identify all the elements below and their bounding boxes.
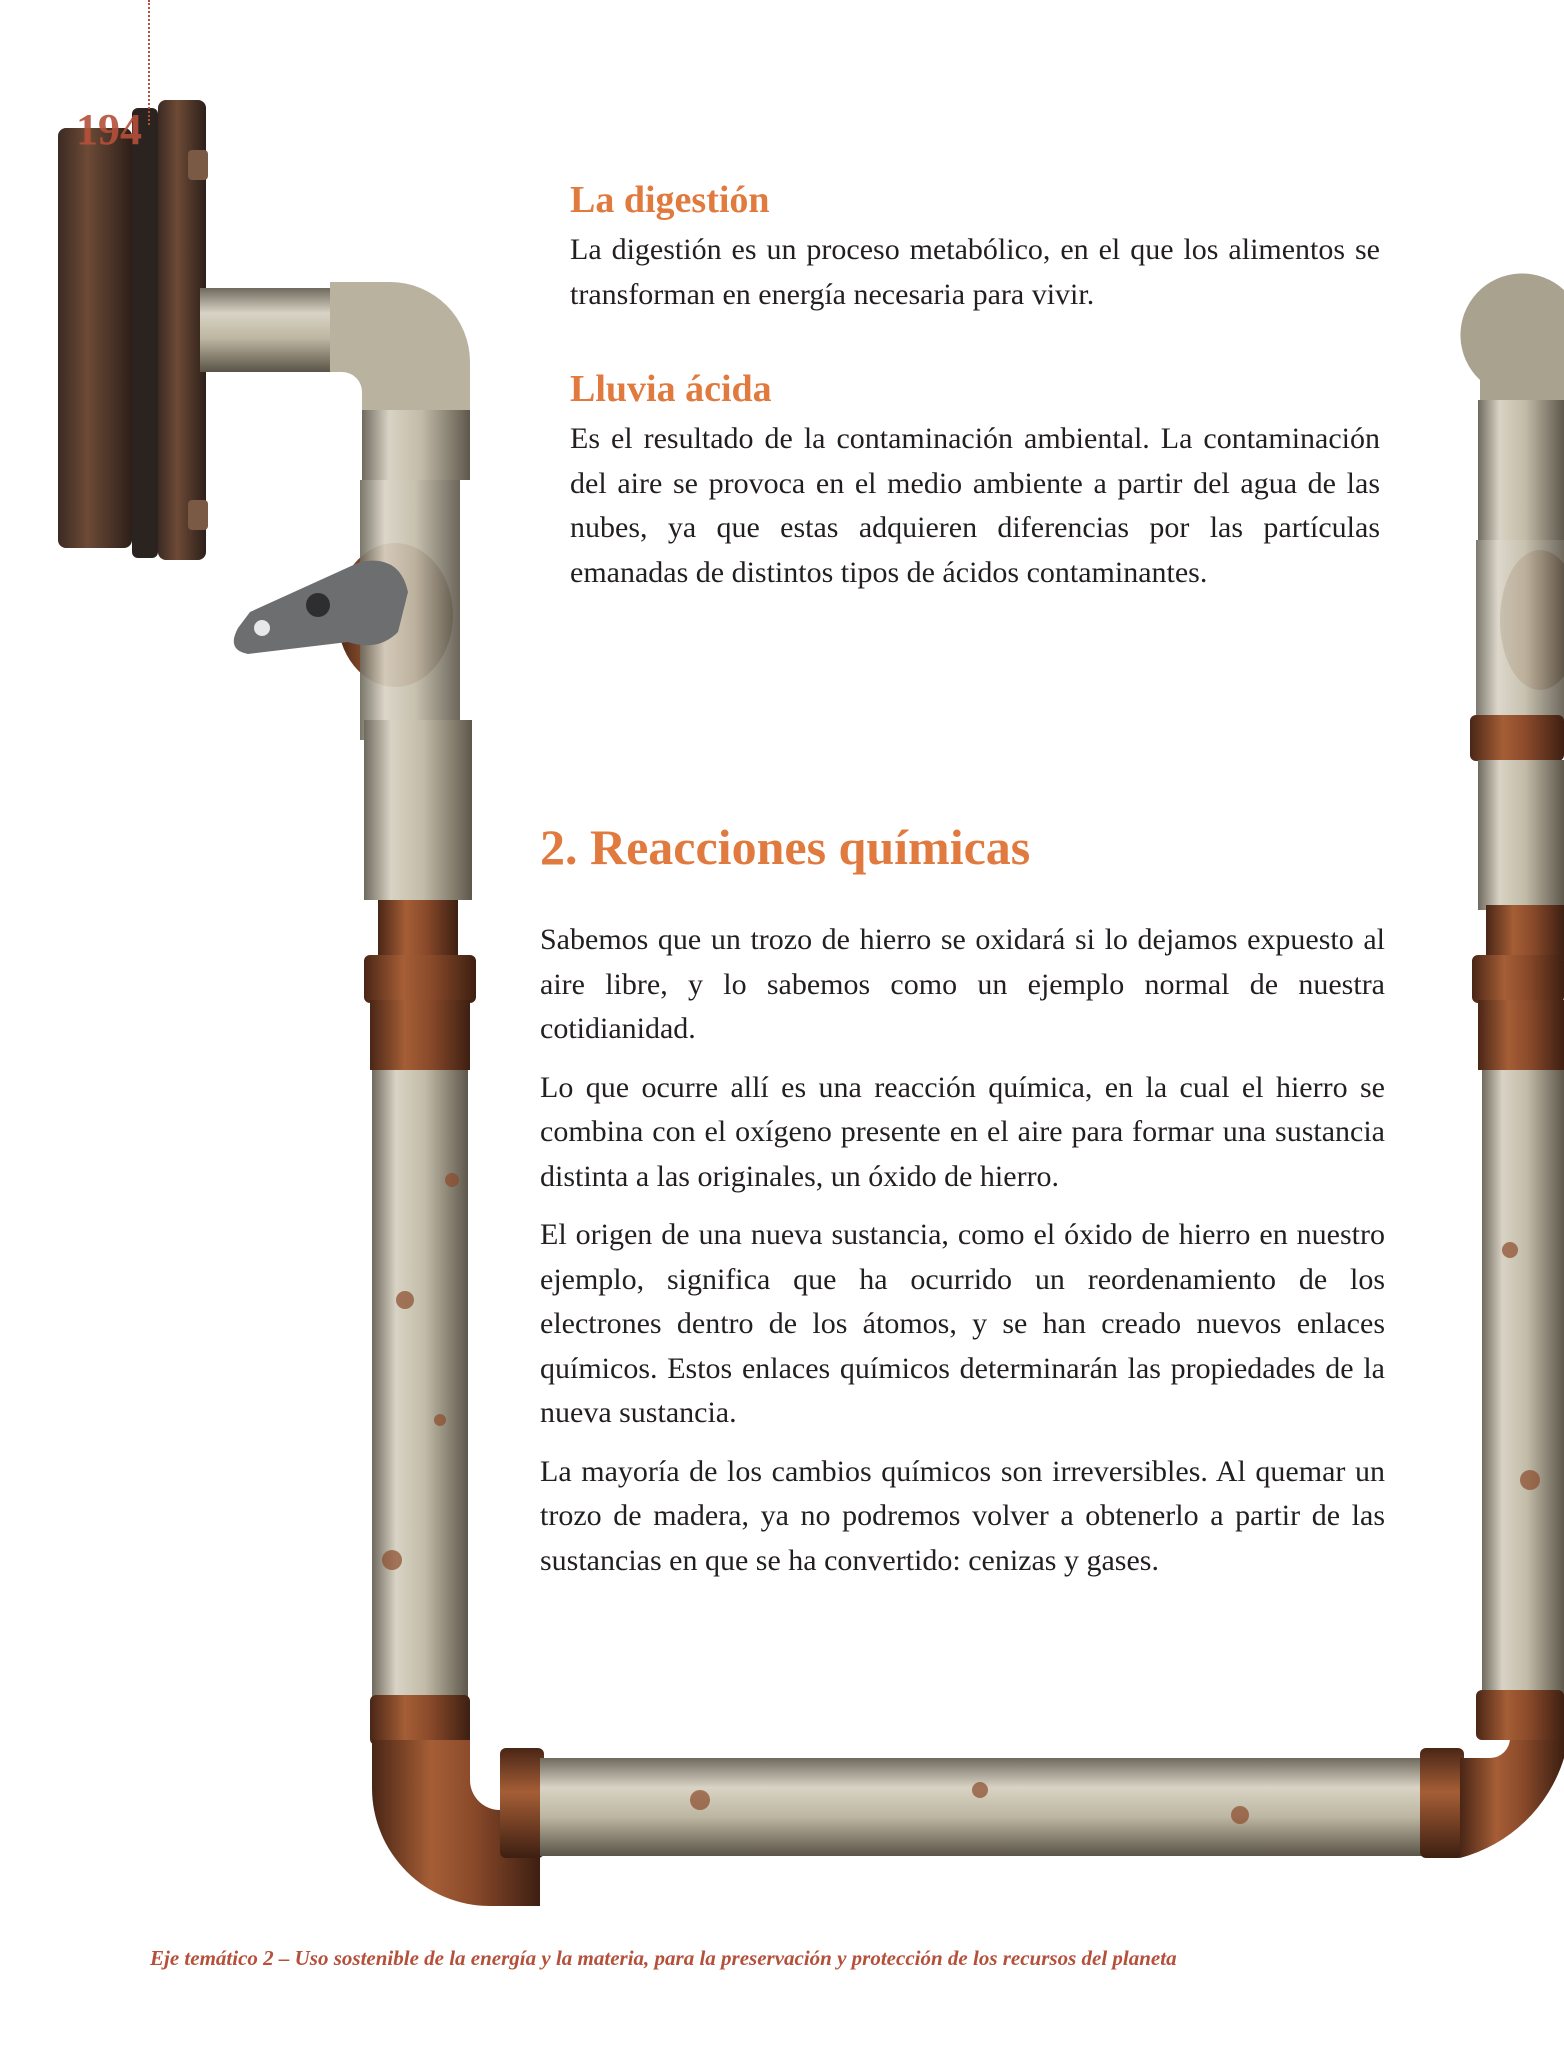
paragraph-reacciones-3: El origen de una nueva sustancia, como el óxido de hierro en nuestro ejemplo, significa que ha ocurrido un reordenamiento de los electrones dentro de los átomos, y se han creado nuevos enlaces químicos. Estos enlaces químicos determinarán las propiedades de la nueva sustancia. xyxy=(540,1218,1385,1429)
paragraph-reacciones-2: Lo que ocurre allí es una reacción química, en la cual el hierro se combina con el oxígeno presente en el aire para formar una sustancia distinta a las originales, un óxido de hierro. xyxy=(540,1070,1385,1193)
heading-digestion: La digestión xyxy=(570,179,770,221)
paragraph-lluvia-acida: Es el resultado de la contaminación ambiental. La contaminación del aire se provoca en el medio ambiente a partir del agua de las nubes, ya que estas adquieren diferencias por las partículas emanadas de distintos tipos de ácidos contaminantes. xyxy=(570,422,1380,589)
pipe-elbow-top-left xyxy=(200,282,470,480)
paragraph-reacciones-4: La mayoría de los cambios químicos son irreversibles. Al quemar un trozo de madera, ya no podremos volver a obtenerlo a partir de las sustancias en que se ha convertido: cenizas y gases. xyxy=(540,1454,1385,1577)
pipe-horizontal-bottom xyxy=(372,1698,1564,1906)
paragraph-reacciones-1: Sabemos que un trozo de hierro se oxidará si lo dejamos expuesto al aire libre, y lo sabemos como un ejemplo normal de nuestra cotidianidad. xyxy=(540,923,1385,1045)
page-footer: Eje temático 2 – Uso sostenible de la energía y la materia, para la preservación y protección de los recursos del planeta xyxy=(150,1946,1177,1970)
pipe-flange xyxy=(58,100,208,560)
upper-text-column xyxy=(570,178,1380,645)
pipe-vertical-right xyxy=(1460,273,1564,1740)
pipe-vertical-left xyxy=(364,720,476,1745)
paragraph-digestion: La digestión es un proceso metabólico, en el que los alimentos se transforman en energía necesaria para vivir. xyxy=(570,233,1380,311)
page-number: 194 xyxy=(76,105,142,154)
section-title-reacciones: 2. Reacciones químicas xyxy=(540,819,1031,875)
margin-dotted-rule xyxy=(148,0,150,125)
heading-lluvia-acida: Lluvia ácida xyxy=(570,368,772,410)
lower-text-column xyxy=(540,818,1385,1597)
valve xyxy=(234,480,460,740)
